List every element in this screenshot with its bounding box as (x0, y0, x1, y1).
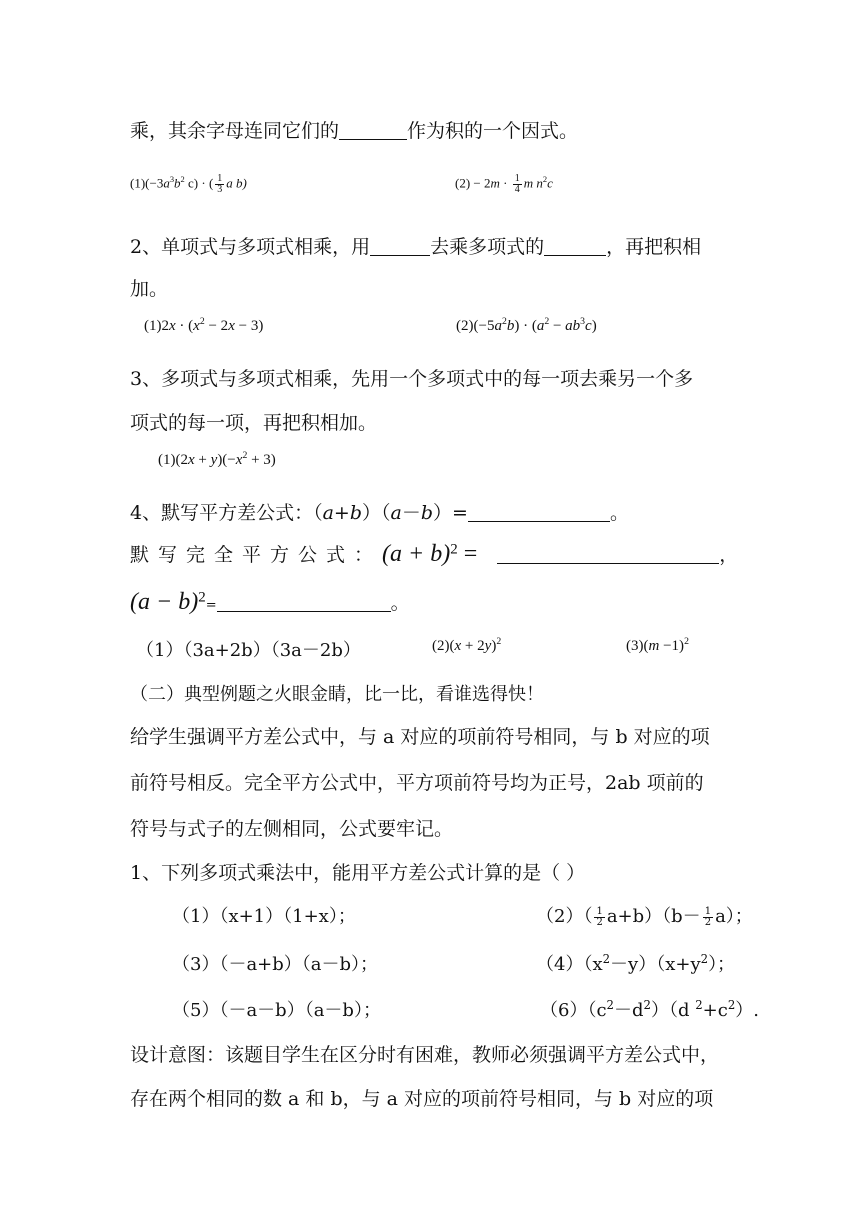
fill-blank (370, 237, 430, 256)
option-6: $(6)(c^2-d^2)(d$ $^2+c^2$）. (540, 998, 759, 1021)
formula-3-1: $(1)(2x + y)(-x^2 + 3)$ (158, 450, 276, 468)
formula-4-2: $(2)(x + 2y)^2$ (432, 636, 502, 654)
option-3: （3）（－a+b）（a－b）； (172, 954, 379, 975)
option-1: （1）（x+1）（1+x）； (172, 906, 356, 927)
fraction-one-half: $\frac{1}{2}$ (596, 905, 603, 928)
text-line-8: $(a - b)^2=$ 。 (130, 589, 410, 615)
formula-4-3: $(3)(m -1)^2$ (626, 636, 689, 654)
text-line-10: 前符号相反。完全平方公式中，平方项前符号均为正号，2ab 项前的 (130, 772, 704, 794)
formula-2-2: $(2)(-5a^2b) \cdot (a^2 - ab^3c)$ (456, 316, 597, 334)
fill-blank (468, 503, 610, 522)
question-1: 1、下列多项式乘法中，能用平方差公式计算的是（ ） (130, 862, 586, 884)
text-line-12: 设计意图：该题目学生在区分时有困难，教师必须强调平方差公式中， (130, 1044, 720, 1066)
text-line-9: 给学生强调平方差公式中，与 a 对应的项前符号相同，与 b 对应的项 (130, 726, 710, 748)
fraction-one-third: $\frac{1}{3}$ (217, 173, 223, 195)
text-line-5: 项式的每一项，再把积相加。 (130, 412, 378, 434)
option-5: （5）（－a－b）（a－b）； (172, 1000, 381, 1021)
formula-2-1: $(1)2x \cdot (x^2 - 2x - 3)$ (144, 316, 264, 334)
text-line-13: 存在两个相同的数 a 和 b，与 a 对应的项前符号相同，与 b 对应的项 (130, 1088, 714, 1110)
option-2: （2）（ $\frac{1}{2}$ a+b）（b－ $\frac{1}{2}$ a）； (536, 905, 753, 928)
fill-blank (544, 237, 606, 256)
formula-4-1: （1）（3a+2b）（3a－2b） (136, 640, 361, 661)
formula-1-2: (2) − 2m · $\frac{1}{4}$ m $n^2c$ (455, 173, 553, 195)
text-line-2: 2、单项式与多项式相乘，用 去乘多项式的 ，再把积相 (130, 236, 702, 258)
formula-1-1: $(1)(-3a^3b^2$ c) · ( $\frac{1}{3}$ a b) (130, 173, 247, 195)
text-line-1: 乘，其余字母连同它们的 作为积的一个因式。 (130, 120, 579, 142)
fraction-one-quarter: $\frac{1}{4}$ (514, 173, 520, 195)
text-line-4: 3、多项式与多项式相乘，先用一个多项式中的每一项去乘另一个多 (130, 368, 694, 390)
text-line-11: 符号与式子的左侧相同，公式要牢记。 (130, 818, 454, 840)
fill-blank (339, 121, 407, 140)
option-4: $(4)(x^2-y)(x+y^2)$； (536, 952, 736, 975)
section-heading: （二）典型例题之火眼金睛，比一比，看谁选得快！ (130, 684, 544, 705)
fraction-one-half: $\frac{1}{2}$ (704, 905, 712, 928)
fill-blank (217, 593, 391, 612)
fill-blank (497, 551, 719, 564)
text-line-3: 加。 (130, 278, 169, 300)
text-line-6: 4、默写平方差公式：（a+b）（a－b）= 。 (130, 502, 629, 524)
text-line-7: 默写完全平方公式：$(a + b)^2$ = ， (130, 541, 739, 567)
